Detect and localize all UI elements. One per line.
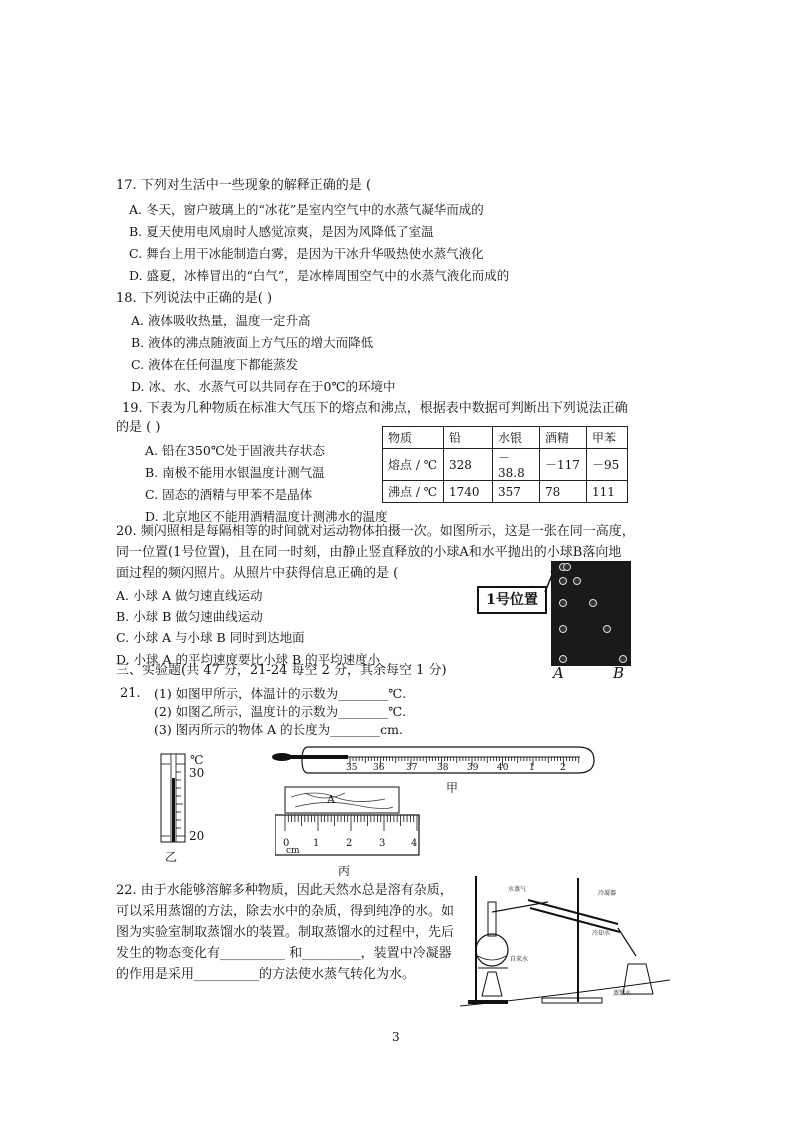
q17-option-b: B. 夏天使用电风扇时人感觉凉爽，是因为风降低了室温 [129,224,434,239]
table-cell: －38.8 [493,449,540,481]
q17-option-a: A. 冬天，窗户玻璃上的“冰花”是室内空气中的水蒸气凝华而成的 [129,202,484,217]
ruler-tick-label: 4 [411,838,418,849]
q20-option-a: A. 小球 A 做匀速直线运动 [116,588,263,603]
q20-stem-line1: 20. 频闪照相是每隔相等的时间就对运动物体拍摄一次。如图所示，这是一张在同一高度， [116,524,635,539]
ball-a-image [559,625,567,633]
ball-b-label: B [613,664,625,682]
ball-a-image [559,577,567,585]
app-label-tap-water: 自来水 [510,956,529,963]
table-cell: 甲苯 [587,427,628,449]
table-cell: 酒精 [540,427,587,449]
q21-part3: (3) 图丙所示的物体 A 的长度为________cm. [154,722,403,737]
ball-a-image [559,599,567,607]
table-cell: －117 [540,449,587,481]
table-cell: 水银 [493,427,540,449]
table-row [383,449,628,481]
clin-tick-label: 2 [560,763,566,773]
ruler-unit-label: cm [286,846,300,856]
thermo-unit-label: ℃ [190,753,204,767]
q19-option-d: D. 北京地区不能用酒精温度计测沸水的温度 [145,509,388,524]
q18-option-b: B. 液体的沸点随液面上方气压的增大而降低 [131,335,374,350]
ball-a-image [559,655,567,663]
q20-option-b: B. 小球 B 做匀速曲线运动 [116,609,263,624]
clinical-thermometer-figure [268,742,598,778]
table-cell: 铅 [444,427,493,449]
distillation-apparatus-figure [458,872,673,1010]
q22-line3: 图为实验室制取蒸馏水的装置。制取蒸馏水的过程中，先后 [116,925,455,940]
q18-option-c: C. 液体在任何温度下都能蒸发 [131,357,299,372]
q19-stem-line1: 19. 下表为几种物质在标准大气压下的熔点和沸点，根据表中数据可判断出下列说法正确 [122,401,628,416]
thermo-tick-20: 20 [189,829,205,843]
q21-number: 21. [120,686,141,701]
q19-option-c: C. 固态的酒精与甲苯不是晶体 [145,487,313,502]
q20-option-c: C. 小球 A 与小球 B 同时到达地面 [116,630,305,645]
q22-line5: 的作用是采用__________的方法使水蒸气转化为水。 [116,967,416,982]
table-cell: 熔点 / ℃ [383,449,444,481]
table-cell: 111 [587,481,628,503]
ball-b-image [603,625,611,633]
table-cell: 1740 [444,481,493,503]
q18-option-a: A. 液体吸收热量，温度一定升高 [131,313,311,328]
q19-option-b: B. 南极不能用水银温度计测气温 [145,465,325,480]
q22-line2: 可以采用蒸馏的方法，除去水中的杂质，得到纯净的水。如 [116,904,455,919]
q21-part2: (2) 如图乙所示，温度计的示数为________℃. [154,704,407,719]
table-row [383,481,628,503]
q20-option-d: D. 小球 A 的平均速度要比小球 B 的平均速度小 [116,652,381,667]
q19-option-a: A. 铅在350℃处于固液共存状态 [145,443,325,458]
figure-label-bing: 丙 [338,864,351,878]
clin-tick-label: 40 [497,763,509,773]
q18-stem: 18. 下列说法中正确的是( ) [116,291,273,306]
q21-part1: (1) 如图甲所示，体温计的示数为________℃. [154,686,407,701]
clin-tick-label: 38 [437,763,449,773]
table-header-row [383,427,628,449]
clin-tick-label: 37 [406,763,418,773]
q17-option-d: D. 盛夏，冰棒冒出的“白气”，是冰棒周围空气中的水蒸气液化而成的 [129,268,510,283]
object-a-label: A [327,793,335,806]
q17-stem: 17. 下列对生活中一些现象的解释正确的是 ( [116,178,372,193]
q20-stem-line2: 同一位置(1号位置)，且在同一时刻，由静止竖直释放的小球A和水平抛出的小球B落向地 [116,545,622,560]
app-label-cooling-water: 冷却水 [592,930,611,937]
q19-stem-line2: 的是 ( ) [116,420,161,435]
ruler-tick-label: 3 [379,838,386,849]
ruler-tick-label: 2 [346,838,353,849]
table-cell: 物质 [383,427,444,449]
table-cell: 357 [493,481,540,503]
clin-tick-label: 1 [529,763,535,773]
q20-stem-line3: 面过程的频闪照片。从照片中获得信息正确的是 ( [116,566,399,581]
table-cell: 沸点 / ℃ [383,481,444,503]
ball-a-label: A [553,664,564,682]
strobe-photo [551,561,631,666]
clin-tick-label: 36 [373,763,385,773]
q17-option-c: C. 舞台上用干冰能制造白雾，是因为干冰升华吸热使水蒸气液化 [129,246,484,261]
ruler-tick-label: 0 [283,838,290,849]
clin-tick-label: 35 [346,763,358,773]
table-cell: 78 [540,481,587,503]
ball-b-image [589,599,597,607]
q22-line1: 22. 由于水能够溶解多种物质，因此天然水总是溶有杂质， [116,883,453,898]
ball-b-image [563,563,571,571]
position-label-box: 1号位置 [477,586,547,614]
page-number: 3 [392,1030,400,1044]
ball-b-image [619,655,627,663]
table-cell: 328 [444,449,493,481]
ball-b-image [573,577,581,585]
figure-label-yi: 乙 [165,850,178,864]
q22-line4: 发生的物态变化有__________ 和_________，装置中冷凝器 [116,946,452,961]
q18-option-d: D. 冰、水、水蒸气可以共同存在于0℃的环境中 [131,379,396,394]
figure-label-jia: 甲 [446,781,459,795]
clin-tick-label: 39 [467,763,479,773]
ruler-tick-label: 1 [313,838,320,849]
section-3-heading: 三、实验题(共 47 分，21-24 每空 2 分，其余每空 1 分) [116,663,447,678]
melting-boiling-table [382,426,628,503]
table-cell: －95 [587,449,628,481]
thermo-tick-30: 30 [189,766,205,780]
app-label-condenser: 冷凝器 [598,890,617,897]
app-label-steam: 水蒸气 [508,886,527,893]
app-label-distilled-water: 蒸馏水 [613,990,632,997]
